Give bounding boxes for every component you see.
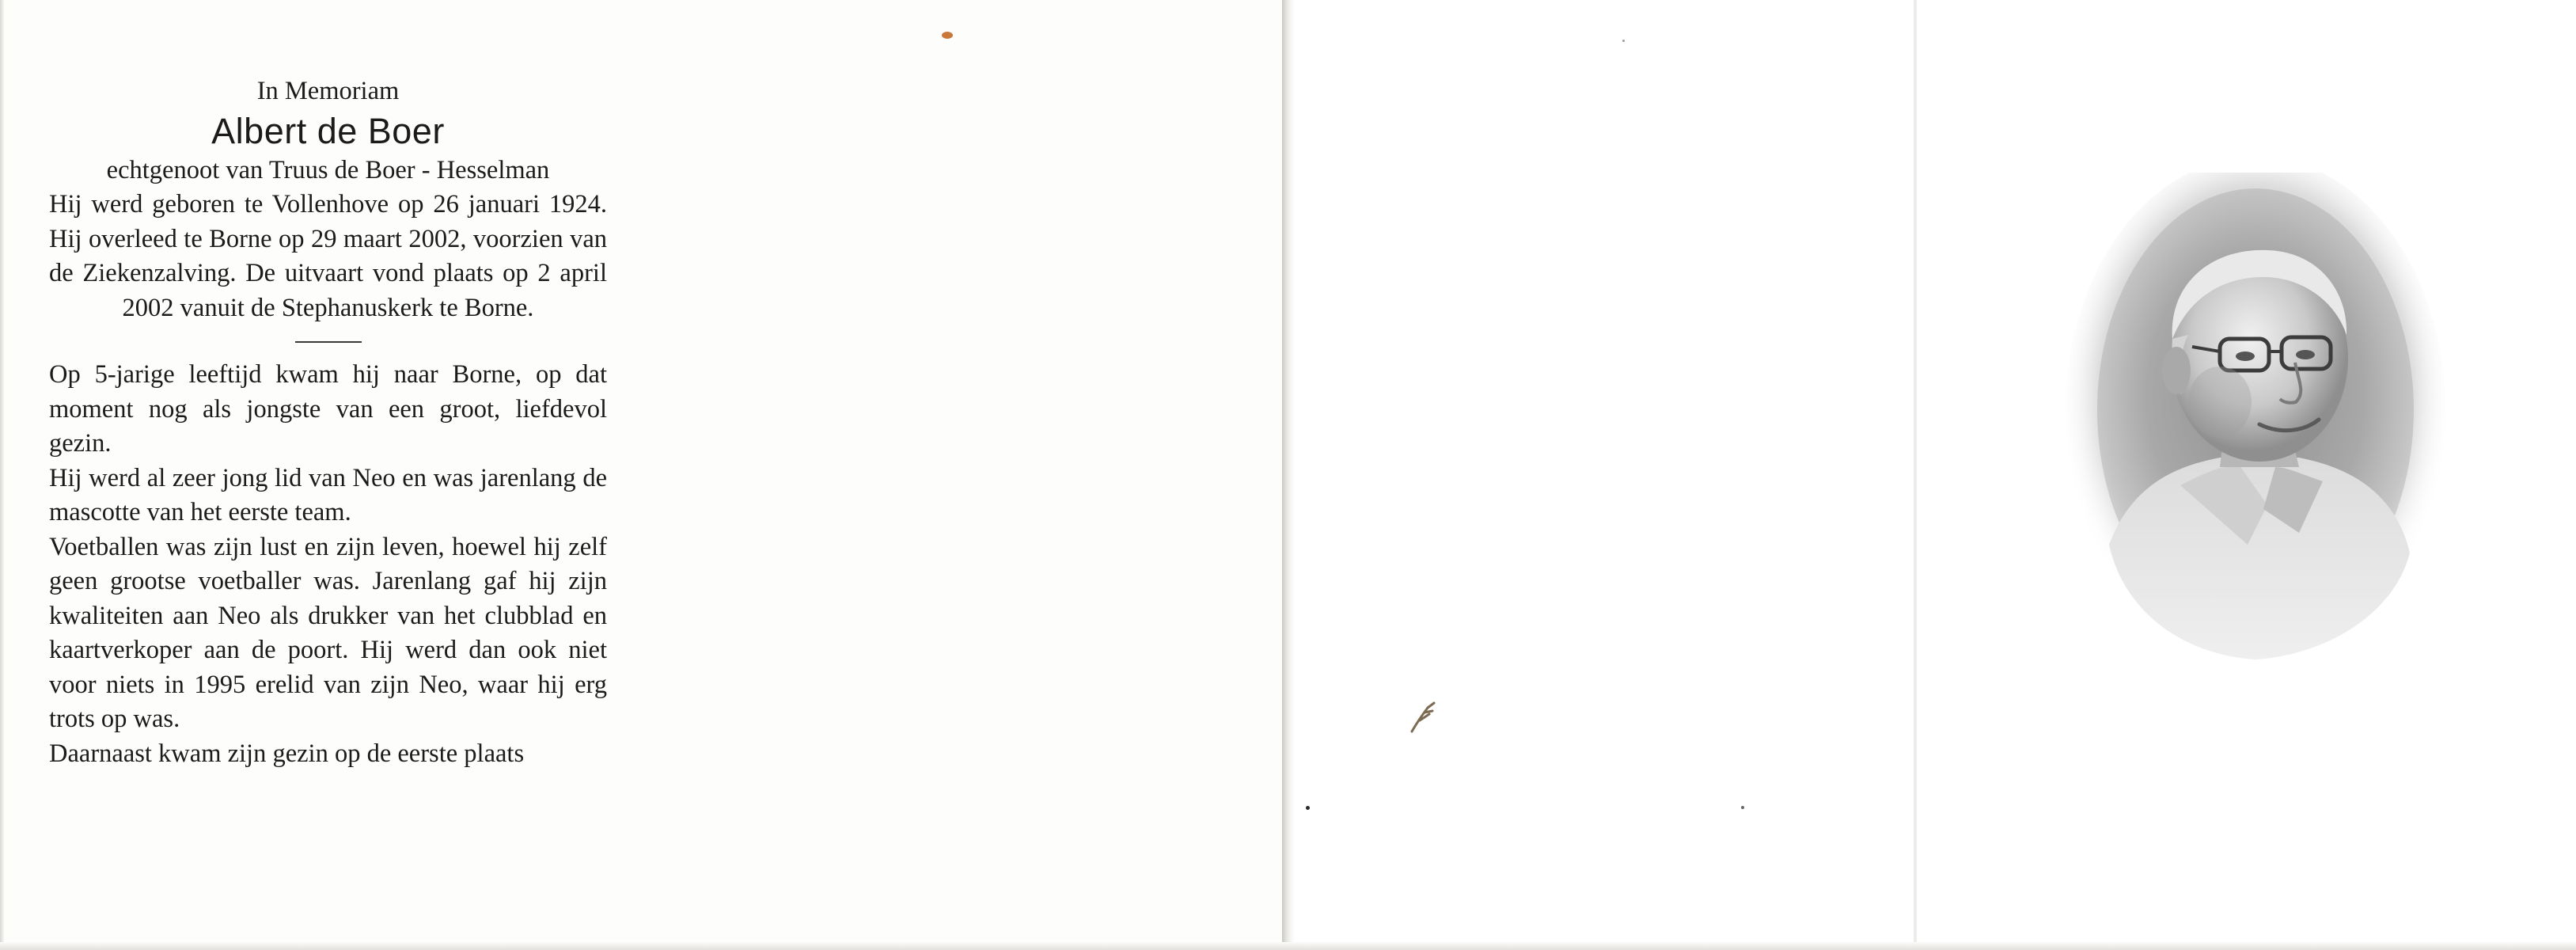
bio-paragraph-1: Op 5-jarige leeftijd kwam hij naar Borne, op dat moment nog als jongste van een groot, liefdevol gezin.	[49, 360, 607, 458]
left-paper-edge	[0, 0, 5, 950]
deceased-name: Albert de Boer	[211, 110, 445, 151]
fold-line	[1914, 0, 1917, 950]
birth-death-text: Hij werd geboren te Vollenhove op 26 januari 1924. Hij overleed te Borne op 29 maart 2002, voorzien van de Ziekenzalving. De uitvaart vond plaats op 2 april 2002 vanuit de Stephanuskerk te Borne.	[49, 190, 607, 322]
bio-paragraph-3: Voetballen was zijn lust en zijn leven, hoewel hij zelf geen grootse voetballer was. Jarenlang gaf hij zijn kwaliteiten aan Neo als drukker van het clubblad en kaartverkoper aan de poort. Hij werd dan ook niet voor niets in 1995 erelid van zijn Neo, waar hij erg trots op was.	[49, 532, 607, 733]
portrait-photo-icon	[2062, 173, 2449, 679]
bottom-paper-edge	[0, 942, 2576, 950]
blank-back-panel	[1286, 0, 1915, 950]
middle-text-panel	[653, 0, 1286, 950]
left-text-column	[49, 74, 607, 771]
scan-speck	[1306, 806, 1310, 810]
spouse-line: echtgenoot van Truus de Boer - Hesselman	[106, 155, 550, 184]
bio-paragraph-2: Hij werd al zeer jong lid van Neo en was jarenlang de mascotte van het eerste team.	[49, 463, 607, 526]
scan-scratch	[1410, 697, 1450, 733]
left-text-panel	[0, 0, 653, 950]
scan-speck	[942, 32, 953, 39]
bio-paragraph-4: Daarnaast kwam zijn gezin op de eerste plaats	[49, 739, 525, 768]
fold-shadow	[1282, 0, 1295, 950]
memoriam-heading: In Memoriam	[256, 77, 400, 105]
scan-speck	[1622, 40, 1625, 42]
short-divider	[295, 341, 362, 343]
scan-speck	[1741, 806, 1744, 809]
